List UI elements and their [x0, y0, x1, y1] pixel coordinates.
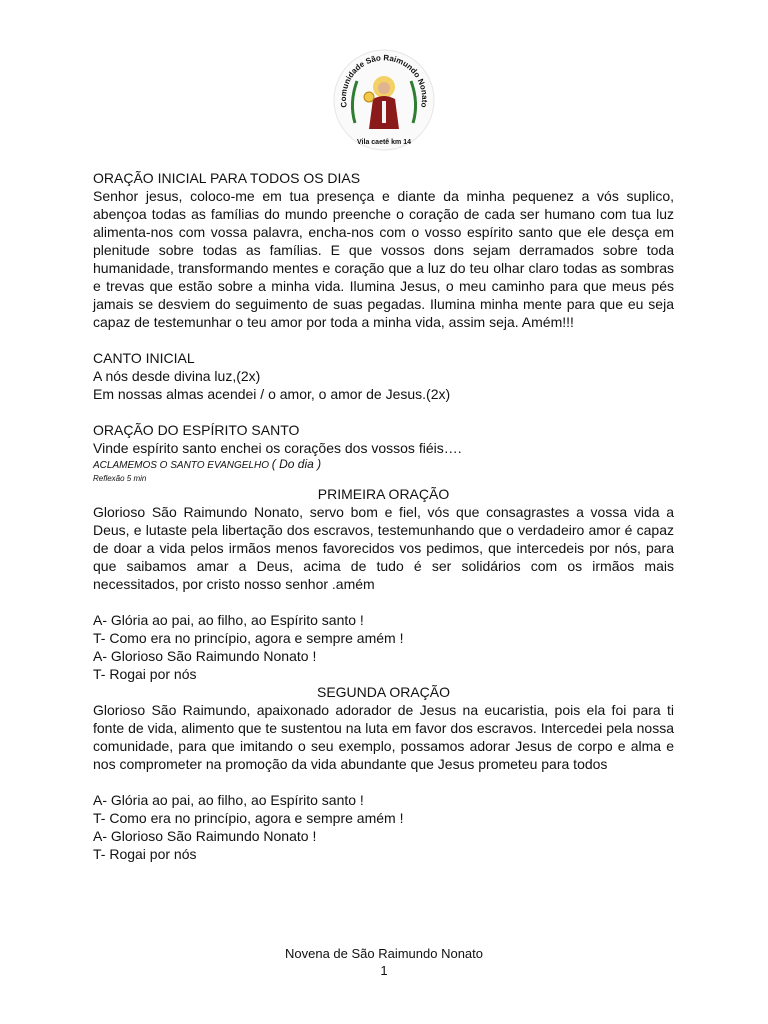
holy-spirit-prayer-text: Vinde espírito santo enchei os corações dos vossos fiéis…. [93, 440, 462, 456]
first-prayer-response: T- Como era no princípio, agora e sempre amém ! [93, 630, 404, 646]
gospel-label: ACLAMEMOS O SANTO EVANGELHO [93, 460, 269, 471]
spacer [93, 331, 674, 349]
spacer [93, 403, 674, 421]
holy-spirit-prayer-title: ORAÇÃO DO ESPÍRITO SANTO [93, 422, 300, 438]
opening-song-line: Em nossas almas acendei / o amor, o amor de Jesus.(2x) [93, 386, 451, 402]
first-prayer-response: A- Glória ao pai, ao filho, ao Espírito santo ! [93, 612, 364, 628]
logo-bottom-text: Vila caetê km 14 [357, 139, 411, 146]
first-prayer-response: T- Rogai por nós [93, 666, 197, 682]
spacer [93, 593, 674, 611]
gospel-day: ( Do dia ) [271, 457, 322, 471]
scapular-icon [382, 101, 386, 123]
spacer [93, 773, 674, 791]
opening-song-title: CANTO INICIAL [93, 350, 195, 366]
saint-head-icon [378, 82, 390, 94]
first-prayer-response: A- Glorioso São Raimundo Nonato ! [93, 648, 317, 664]
logo-arc-text: Comunidade São Raimundo Nonato [338, 53, 430, 109]
document-body [93, 169, 674, 863]
monstrance-icon [364, 92, 374, 102]
footer-title: Novena de São Raimundo Nonato [284, 946, 484, 961]
opening-prayer-title: ORAÇÃO INICIAL PARA TODOS OS DIAS [93, 170, 361, 186]
reflection-note: Reflexão 5 min [93, 474, 147, 483]
page-number: 1 [380, 963, 388, 978]
community-logo [331, 47, 437, 153]
page-footer [0, 945, 768, 979]
second-prayer-response: A- Glorioso São Raimundo Nonato ! [93, 828, 317, 844]
second-prayer-response: T- Rogai por nós [93, 846, 197, 862]
opening-song-line: A nós desde divina luz,(2x) [93, 368, 261, 384]
second-prayer-title: SEGUNDA ORAÇÃO [316, 684, 451, 700]
second-prayer-response: A- Glória ao pai, ao filho, ao Espírito santo ! [93, 792, 364, 808]
gospel-acclamation [93, 457, 674, 473]
opening-prayer-text: Senhor jesus, coloco-me em tua presença e diante da minha pequenez a vós suplico, abençoa todas as famílias do mundo preenche o coração de cada ser humano com tua luz alimenta-nos com vossa palavra, encha-nos com o vosso espírito santo que ele desça em plenitude sobre todas as famílias. E que vossos dons sejam derramados sobre toda humanidade, transformando mentes e coração que a luz do teu olhar claro todas as sombras e trevas que estão sobre a minha vida. Ilumina Jesus, o meu caminho para que meus pés jamais se desviem do seguimento de suas pegadas. Ilumina minha mente para que eu seja capaz de testemunhar o teu amor por toda a minha vida, assim seja. Amém!!! [93, 188, 674, 330]
second-prayer-response: T- Como era no princípio, agora e sempre amém ! [93, 810, 404, 826]
second-prayer-text: Glorioso São Raimundo, apaixonado adorador de Jesus na eucaristia, pois ela foi para ti fonte de vida, alimento que te sustentou na luta em favor dos escravos. Intercedei pela nossa comunidade, para que imitando o seu exemplo, possamos adorar Jesus de corpo e alma e nos comprometer na promoção da vida abundante que Jesus prometeu para todos [93, 702, 674, 772]
first-prayer-text: Glorioso São Raimundo Nonato, servo bom e fiel, vós que consagrastes a vossa vida a Deus, e lutaste pela libertação dos escravos, testemunhando que o verdadeiro amor é capaz de doar a vida pelos irmãos menos favorecidos vos pedimos, que intercedeis por nós, para que saibamos amar a Deus, acima de tudo é ser solidários com os irmãos mais necessitados, por cristo nosso senhor .amém [93, 504, 674, 592]
first-prayer-title: PRIMEIRA ORAÇÃO [317, 486, 450, 502]
